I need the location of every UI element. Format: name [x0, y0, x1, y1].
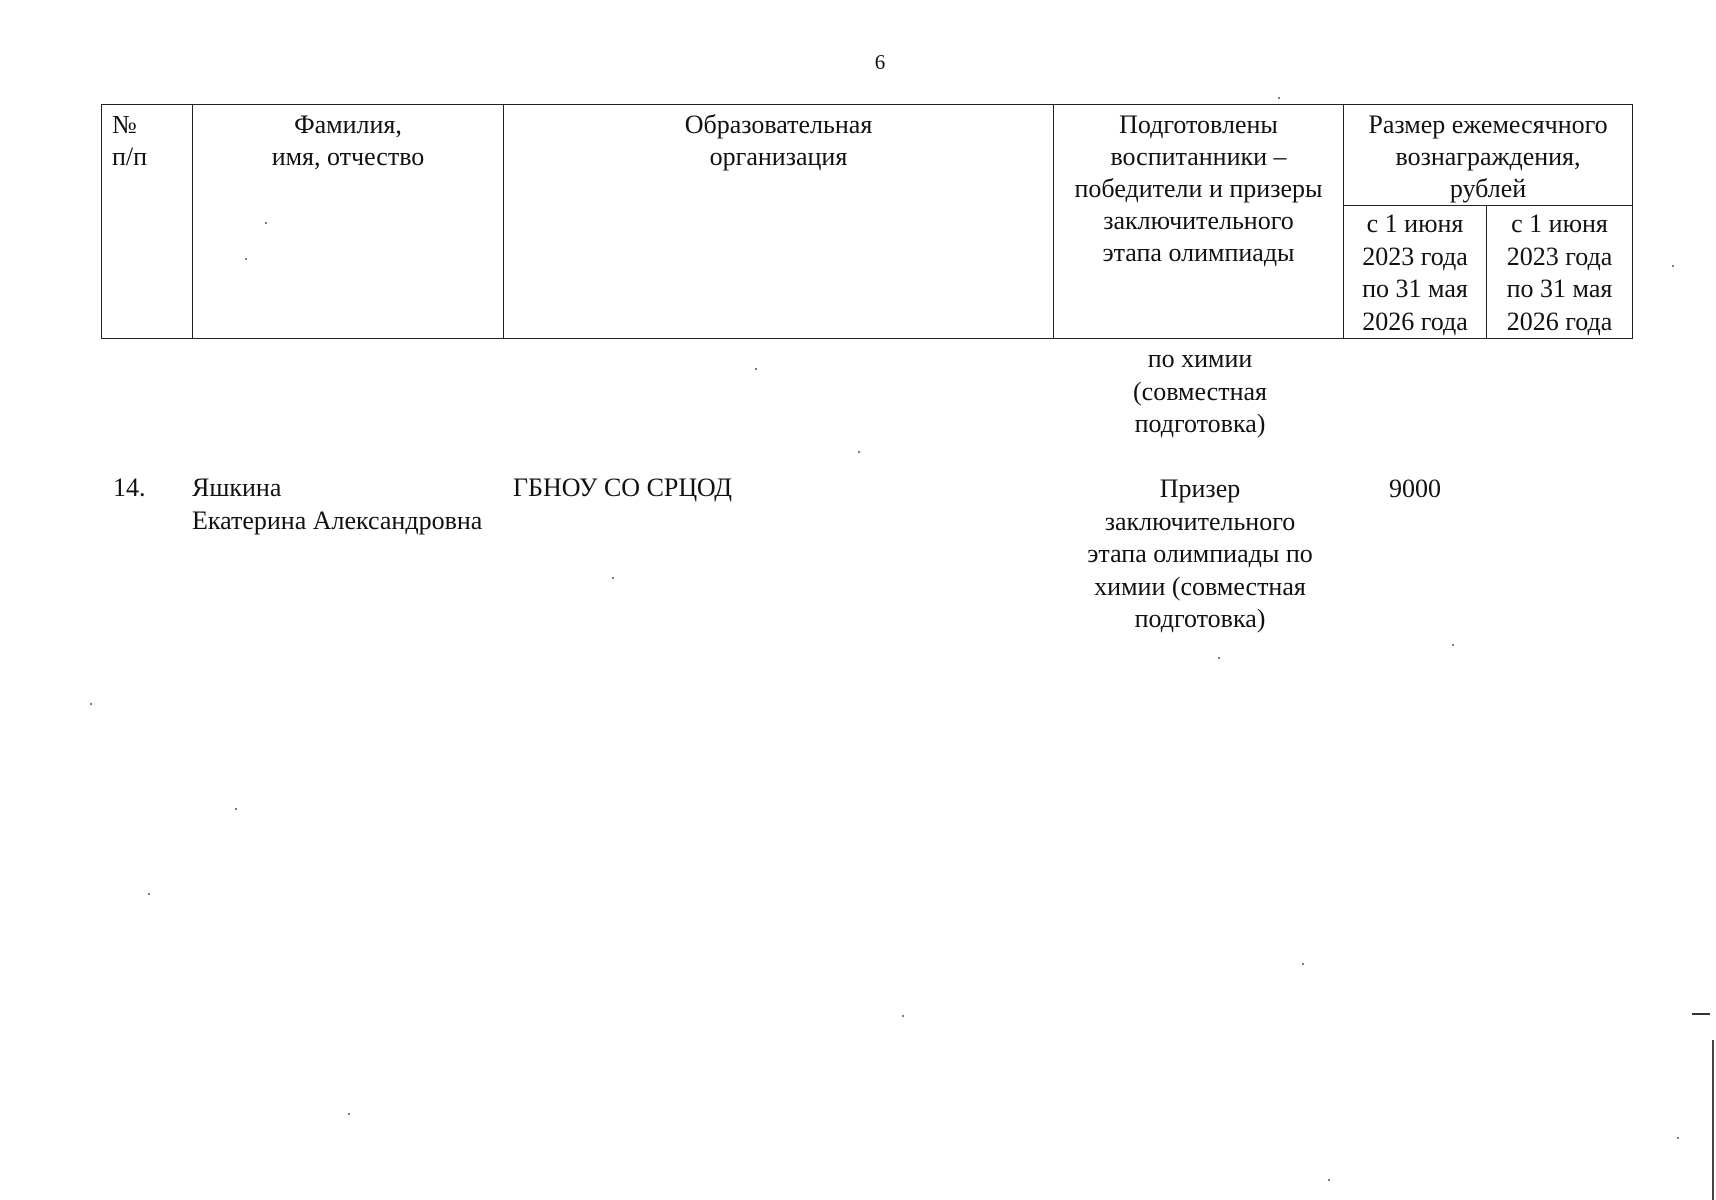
scan-speck	[148, 893, 150, 895]
continuation-line: по химии	[1147, 344, 1253, 373]
scan-speck	[1452, 644, 1454, 646]
row-name	[192, 472, 522, 537]
header-prepared-line: Подготовлены	[1119, 110, 1278, 139]
header-prepared-line: заключительного	[1103, 206, 1294, 235]
scan-speck	[245, 258, 247, 260]
scan-speck	[858, 451, 860, 453]
row-prepared-line: химии (совместная	[1094, 571, 1306, 601]
row-name-line: Екатерина Александровна	[192, 505, 483, 535]
row-prepared-line: этапа олимпиады по	[1087, 539, 1313, 568]
scan-speck	[1302, 963, 1304, 965]
header-org-cell	[504, 105, 1054, 339]
scan-speck	[265, 222, 267, 224]
header-reward-line: рублей	[1449, 174, 1527, 203]
row-prepared-line: Призер	[1159, 474, 1241, 503]
header-org-line: организация	[709, 142, 848, 171]
scan-speck	[612, 577, 614, 579]
scan-speck	[1672, 265, 1674, 267]
continuation-line: (совместная	[1133, 376, 1267, 406]
header-reward-line: вознаграждения,	[1395, 142, 1581, 171]
page-number: 6	[874, 50, 886, 74]
header-prepared-line: победители и призеры	[1074, 174, 1323, 203]
row-number: 14.	[113, 473, 146, 502]
header-period-line: 2026 года	[1506, 306, 1613, 336]
scan-speck	[90, 703, 92, 705]
row-prepared-line: заключительного	[1104, 506, 1296, 536]
scan-speck	[235, 808, 237, 810]
header-period-1-cell	[1344, 206, 1487, 339]
continuation-line: подготовка)	[1134, 409, 1266, 438]
row-prepared-line: подготовка)	[1134, 604, 1266, 633]
header-reward-line: Размер ежемесячного	[1368, 110, 1608, 139]
scan-speck	[348, 1113, 350, 1115]
scan-mark	[1692, 1013, 1710, 1015]
header-period-line: 2023 года	[1506, 241, 1613, 271]
header-period-2-cell	[1487, 206, 1633, 339]
scan-speck	[1677, 1137, 1679, 1139]
header-org-line: Образовательная	[684, 110, 873, 139]
scan-speck	[1278, 97, 1280, 99]
header-name-line: имя, отчество	[271, 142, 425, 171]
header-prepared-line: воспитанники –	[1110, 142, 1287, 171]
header-number-cell	[102, 105, 193, 339]
header-name-cell	[193, 105, 504, 339]
header-name-line: Фамилия,	[294, 110, 402, 139]
row-amount-1: 9000	[1389, 474, 1441, 503]
scan-edge	[1712, 1040, 1714, 1200]
scan-speck	[755, 368, 757, 370]
header-number-line: п/п	[112, 142, 148, 171]
header-period-line: по 31 мая	[1506, 274, 1613, 303]
header-prepared-line: этапа олимпиады	[1102, 238, 1295, 267]
header-number-line: №	[112, 110, 137, 139]
row-org: ГБНОУ СО СРЦОД	[513, 473, 733, 502]
header-period-line: с 1 июня	[1511, 209, 1608, 238]
scan-speck	[902, 1015, 904, 1017]
header-prepared-cell	[1054, 105, 1344, 339]
row-name-line: Яшкина	[192, 473, 282, 502]
header-period-line: с 1 июня	[1366, 209, 1464, 238]
header-period-line: 2023 года	[1362, 241, 1468, 271]
row-prepared	[1060, 473, 1340, 636]
header-reward-cell	[1344, 105, 1633, 206]
header-period-line: 2026 года	[1362, 306, 1468, 336]
header-period-line: по 31 мая	[1362, 274, 1468, 303]
continuation-prepared	[1060, 343, 1340, 441]
scan-speck	[1218, 657, 1220, 659]
scan-speck	[1328, 1179, 1330, 1181]
table-header	[101, 104, 1633, 339]
